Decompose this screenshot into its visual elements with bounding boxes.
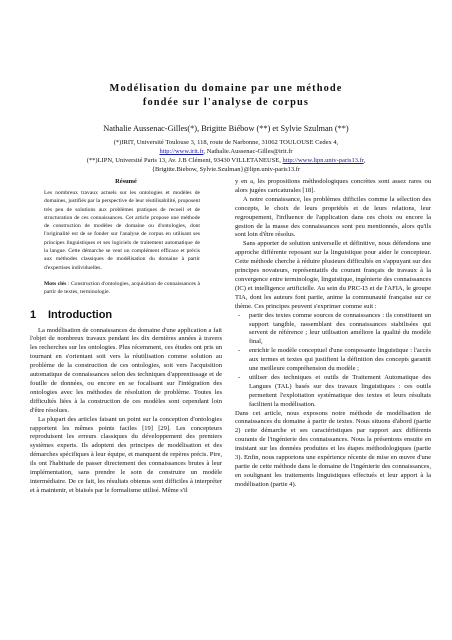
affiliation-1-email: , Nathalie.Aussenac-Gilles@irit.fr xyxy=(203,148,293,155)
section-heading xyxy=(30,309,222,321)
right-column xyxy=(235,178,431,490)
affiliation-1: (*)IRIT, Université Toulouse 3, 118, route de Narbonne, 31062 TOULOUSE Cedex 4, xyxy=(113,139,339,146)
irit-link[interactable]: http://www.irit.fr xyxy=(159,148,204,155)
list-item: - partir des textes comme sources de connaissances : ils constituent un support tangible, rassemblant des connaissances stabilisées qui servent de référence ; leur utilisation améliore la qualité du modèle final, xyxy=(238,311,431,346)
affiliation-2-text: (**)LIPN, Université Paris 13, Av. J.B Clément, 93430 VILLETANEUSE, xyxy=(86,157,281,164)
right-paragraph-2: A notre connaissance, les problèmes difficiles comme la sélection des concepts, le choix de leurs propriétés et de leurs relations, leur regroupement, l'influence de l'application dans ces choix ou encore la gestion de la masse des connaissances sont peu mentionnés, alors qu'ils sont loin d'être résolus. xyxy=(235,195,431,239)
list-item: - enrichir le modèle conceptuel d'une composante linguistique : l'accès aux termes et textes qui justifient la définition des concepts garantit une meilleure compréhension du modèle ; xyxy=(238,347,431,373)
affiliation-3-emails: {Brigitte.Biebow, Sylvie.Szulman}@lipn.univ-paris13.fr xyxy=(151,166,301,173)
list-item: - utiliser des techniques et outils de Traitement Automatique des Langues (TAL) basés sur des travaux linguistiques : ces outils permettent l'exploitation systématique des textes et leurs résultats facilitent la modélisation. xyxy=(238,373,431,408)
keywords-label: Mots clés xyxy=(44,280,67,287)
affiliation-2 xyxy=(20,156,432,165)
paper-title-line-1: Modélisation du domaine par une méthode xyxy=(109,83,343,94)
left-column xyxy=(30,178,222,496)
section-number: 1 xyxy=(30,308,37,321)
right-paragraph-3: Sans apporter de solution universelle et définitive, nous défendons une approche différente reposant sur la linguistique pour aider le concepteur. Cette méthode cherche à réduire plusieurs difficultés en s'appuyant sur des principes novateurs, représentatifs du courant français de travaux à la convergence entre terminologie, linguistique, ingénierie des connaissances (IC) et intelligence artificielle. Au sein du PRC-I3 et de l'AFIA, le groupe TIA, dont les auteurs font partie, anime la communauté française sur ce thème. Ces principes peuvent s'exprimer comme suit : xyxy=(235,240,431,310)
paper-title-line-2: fondée sur l'analyse de corpus xyxy=(142,97,310,108)
abstract-title: Résumé xyxy=(115,178,137,185)
right-paragraph-1: y en a, les propositions méthodologiques concrètes sont assez rares ou alors jugées caricaturales [18]. xyxy=(235,178,431,194)
keywords-text: : Construction d'ontologies, acquisition de connaissances à partir de textes, terminologie. xyxy=(44,280,200,296)
authors: Nathalie Aussenac-Gilles(*), Brigitte Biébow (**) et Sylvie Szulman (**) xyxy=(103,124,349,133)
section-title: Introduction xyxy=(48,308,113,321)
intro-paragraph-2: La plupart des articles faisant un point sur la conception d'ontologies rapportent les mêmes points faciles [19] [29]. Les concepteurs reproduisent les erreurs classiques du développement des premiers systèmes experts. Ils adoptent des principes de modélisation et des démarches spécifiques à leur équipe, et manquent de repères précis. Pire, ils ont l'habitude de passer directement des connaissances brutes à leur implémentation, sans prendre le soin de construire un modèle intermédiaire. De ce fait, les résultats obtenus sont difficiles à interpréter et à maintenir, et biaisés par le formalisme utilisé. Même s'il xyxy=(30,415,222,494)
right-paragraph-4: Dans cet article, nous exposons notre méthode de modélisation de connaissances du domaine à partir de textes. Nous situons d'abord (partie 2) cette démarche et ses caractéristiques par rapport aux différents courants de l'ingénierie des connaissances. Nous la présentons ensuite en insistant sur les données produites et les étapes méthodologiques (partie 3). Enfin, nous rapportons une expérience récente de mise en œuvre d'une partie de cette méthode dans le domaine de l'ingénierie des connaissances, en soulignant les traitements linguistiques effectués et leur apport à la modélisation (partie 4). xyxy=(235,409,431,488)
affiliation-2-tail: , xyxy=(363,157,366,164)
keywords xyxy=(44,280,200,297)
lipn-link[interactable]: http://www.lipn.univ-paris13.fr xyxy=(282,157,364,164)
abstract-text: Les nombreux travaux actuels sur les ontologies et modèles de domaines, justifiés par la perspective de leur réutilisabilité, proposent très peu de solutions aux problèmes pratiques de recueil et de structuration de ces connaissances. Cet article propose une méthode de construction de modèles de domaine ou d'ontologies, dont l'originalité est de se fonder sur l'analyse de corpus en utilisant ses principes linguistiques et ses logiciels de traitement automatique de la langue. Cette démarche se veut un complément efficace et précis aux méthodes classiques de modélisation du domaine à partir d'expertises individuelles. xyxy=(44,190,200,271)
affiliation-1-contact xyxy=(20,147,432,156)
intro-paragraph-1: La modélisation de connaissances du domaine d'une application a fait l'objet de nombreux travaux pendant les dix dernières années à travers les recherches sur les ontologies. Plus récemment, ces études ont pris un tournant en s'orientant soit vers la réutilisation comme solution au problème de la construction de ces ontologies, soit vers l'acquisition automatique de connaissances selon des techniques d'apprentissage et de fouille de données, ou encore en se focalisant sur l'intégration des ontologies avec les méthodes de résolution de problème. Toutes les difficultés liées à la construction de ces modèles sont cependant loin d'être résolues. xyxy=(30,326,222,414)
